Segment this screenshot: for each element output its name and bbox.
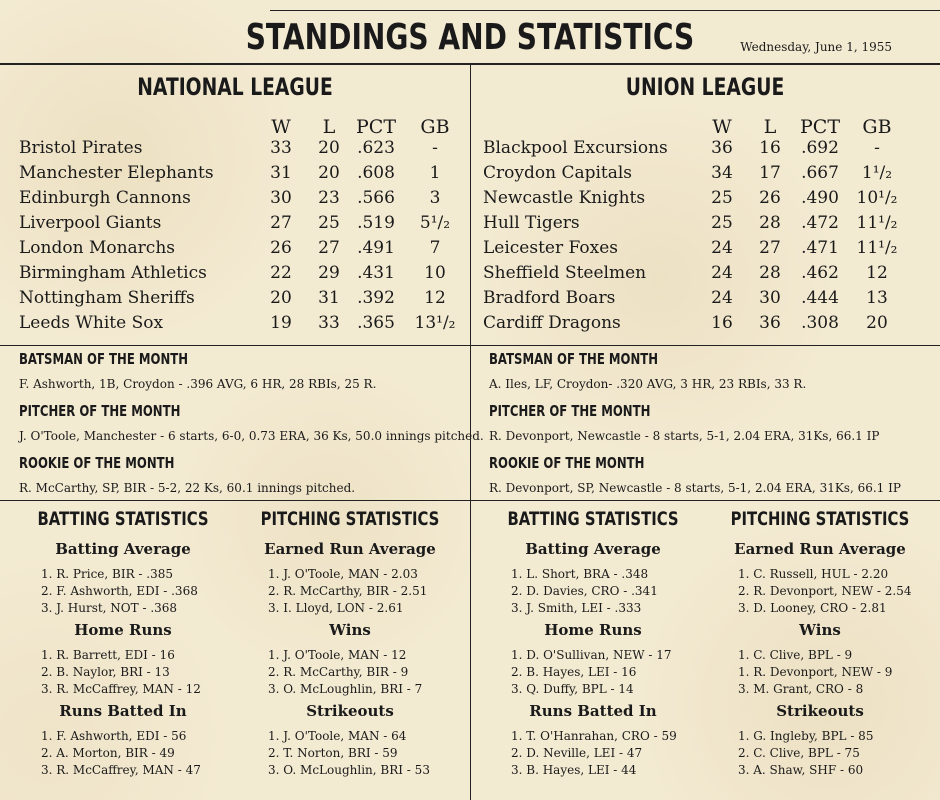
- leader-item: 1. T. O'Hanrahan, CRO - 59: [511, 729, 677, 743]
- leader-item: 3. J. Smith, LEI - .333: [511, 601, 642, 615]
- leader-item: 3. O. McLoughlin, BRI - 7: [268, 682, 423, 696]
- team-pct: .471: [801, 238, 839, 258]
- team-gb: -: [432, 138, 438, 158]
- team-pct: .472: [801, 213, 839, 233]
- team-name: Edinburgh Cannons: [19, 188, 191, 208]
- leader-item: 1. C. Clive, BPL - 9: [738, 648, 853, 662]
- team-row: [19, 236, 459, 261]
- pitching-stats-title: PITCHING STATISTICS: [260, 508, 440, 530]
- leader-item: 2. A. Morton, BIR - 49: [41, 746, 175, 760]
- batting-stats-title: BATTING STATISTICS: [37, 508, 209, 530]
- team-name: Croydon Capitals: [483, 163, 633, 183]
- team-l: 27: [318, 238, 340, 258]
- award-title: PITCHER OF THE MONTH: [489, 402, 651, 420]
- national-league-title: NATIONAL LEAGUE: [137, 73, 333, 101]
- leader-item: 1. C. Russell, HUL - 2.20: [738, 567, 889, 581]
- leader-item: 3. B. Hayes, LEI - 44: [511, 763, 637, 777]
- team-gb: 13¹/₂: [414, 313, 456, 333]
- team-l: 36: [759, 313, 781, 333]
- leader-item: 1. F. Ashworth, EDI - 56: [41, 729, 187, 743]
- leader-item: 1. J. O'Toole, MAN - 64: [268, 729, 407, 743]
- leader-item: 3. J. Hurst, NOT - .368: [41, 601, 178, 615]
- team-w: 20: [270, 288, 292, 308]
- leader-item: 1. G. Ingleby, BPL - 85: [738, 729, 874, 743]
- leader-item: 2. B. Hayes, LEI - 16: [511, 665, 637, 679]
- team-row: [19, 286, 459, 311]
- leader-item: 1. R. Devonport, NEW - 9: [738, 665, 893, 679]
- team-l: 28: [759, 263, 781, 283]
- team-l: 27: [759, 238, 781, 258]
- team-l: 16: [759, 138, 781, 158]
- team-row: [483, 261, 923, 286]
- award-text: R. Devonport, SP, Newcastle - 8 starts, 5-1, 2.04 ERA, 31Ks, 66.1 IP: [489, 481, 901, 495]
- leader-item: 2. R. McCarthy, BIR - 9: [268, 665, 409, 679]
- category-title: Strikeouts: [776, 702, 864, 720]
- leader-item: 1. J. O'Toole, MAN - 2.03: [268, 567, 418, 581]
- award-title: BATSMAN OF THE MONTH: [19, 350, 189, 368]
- leader-item: 3. R. McCaffrey, MAN - 12: [41, 682, 201, 696]
- team-name: Leicester Foxes: [483, 238, 618, 258]
- award-text: F. Ashworth, 1B, Croydon - .396 AVG, 6 HR, 28 RBIs, 25 R.: [19, 377, 377, 391]
- top-rule: [270, 10, 940, 11]
- leader-item: 3. R. McCaffrey, MAN - 47: [41, 763, 201, 777]
- team-name: Bristol Pirates: [19, 138, 143, 158]
- pitching-stats-title: PITCHING STATISTICS: [730, 508, 910, 530]
- team-row: [483, 286, 923, 311]
- team-w: 33: [270, 138, 292, 158]
- category-title: Strikeouts: [306, 702, 394, 720]
- team-row: [19, 261, 459, 286]
- category-title: Home Runs: [544, 621, 642, 639]
- leader-item: 3. Q. Duffy, BPL - 14: [511, 682, 634, 696]
- team-gb: 13: [866, 288, 888, 308]
- team-pct: .462: [801, 263, 839, 283]
- award-text: A. Iles, LF, Croydon- .320 AVG, 3 HR, 23 RBIs, 33 R.: [489, 377, 807, 391]
- standings-rule: [0, 345, 940, 346]
- category-title: Batting Average: [55, 540, 191, 558]
- team-name: London Monarchs: [19, 238, 175, 258]
- category-title: Runs Batted In: [59, 702, 187, 720]
- team-pct: .431: [357, 263, 395, 283]
- team-pct: .444: [801, 288, 839, 308]
- national-col-w: W: [271, 116, 291, 138]
- team-pct: .365: [357, 313, 395, 333]
- team-w: 26: [270, 238, 292, 258]
- team-w: 25: [711, 213, 733, 233]
- team-name: Manchester Elephants: [19, 163, 214, 183]
- union-col-w: W: [712, 116, 732, 138]
- team-row: [483, 186, 923, 211]
- team-name: Bradford Boars: [483, 288, 616, 308]
- team-gb: 1: [429, 163, 441, 183]
- award-title: BATSMAN OF THE MONTH: [489, 350, 659, 368]
- award-text: J. O'Toole, Manchester - 6 starts, 6-0, 0.73 ERA, 36 Ks, 50.0 innings pitched.: [19, 429, 484, 443]
- leader-item: 2. T. Norton, BRI - 59: [268, 746, 398, 760]
- leader-item: 1. R. Barrett, EDI - 16: [41, 648, 175, 662]
- team-name: Newcastle Knights: [483, 188, 646, 208]
- team-gb: 10¹/₂: [856, 188, 898, 208]
- team-row: [19, 211, 459, 236]
- page-date: Wednesday, June 1, 1955: [740, 40, 892, 54]
- team-row: [483, 311, 923, 336]
- leader-item: 2. R. McCarthy, BIR - 2.51: [268, 584, 428, 598]
- team-gb: 7: [429, 238, 441, 258]
- award-title: ROOKIE OF THE MONTH: [19, 454, 175, 472]
- team-gb: 3: [429, 188, 441, 208]
- category-title: Wins: [329, 621, 371, 639]
- union-col-pct: PCT: [800, 116, 840, 138]
- leader-item: 2. F. Ashworth, EDI - .368: [41, 584, 198, 598]
- team-l: 17: [759, 163, 781, 183]
- team-row: [483, 161, 923, 186]
- team-row: [483, 136, 923, 161]
- team-name: Cardiff Dragons: [483, 313, 621, 333]
- category-title: Home Runs: [74, 621, 172, 639]
- team-w: 24: [711, 238, 733, 258]
- union-col-l: L: [763, 116, 777, 138]
- team-name: Blackpool Excursions: [483, 138, 668, 158]
- national-col-l: L: [322, 116, 336, 138]
- leader-item: 3. M. Grant, CRO - 8: [738, 682, 864, 696]
- team-name: Birmingham Athletics: [19, 263, 207, 283]
- team-row: [483, 236, 923, 261]
- leader-item: 1. J. O'Toole, MAN - 12: [268, 648, 407, 662]
- team-row: [483, 211, 923, 236]
- leader-item: 3. D. Looney, CRO - 2.81: [738, 601, 887, 615]
- team-gb: -: [874, 138, 880, 158]
- team-row: [19, 186, 459, 211]
- leader-item: 1. R. Price, BIR - .385: [41, 567, 174, 581]
- team-pct: .490: [801, 188, 839, 208]
- team-gb: 12: [866, 263, 888, 283]
- award-title: PITCHER OF THE MONTH: [19, 402, 181, 420]
- team-w: 24: [711, 288, 733, 308]
- team-name: Leeds White Sox: [19, 313, 164, 333]
- awards-rule: [0, 500, 940, 501]
- team-l: 20: [318, 138, 340, 158]
- category-title: Earned Run Average: [734, 540, 906, 558]
- leader-item: 3. I. Lloyd, LON - 2.61: [268, 601, 404, 615]
- team-pct: .623: [357, 138, 395, 158]
- team-row: [19, 161, 459, 186]
- leader-item: 3. A. Shaw, SHF - 60: [738, 763, 864, 777]
- team-l: 26: [759, 188, 781, 208]
- page-title: STANDINGS AND STATISTICS: [245, 17, 695, 58]
- team-gb: 11¹/₂: [856, 213, 898, 233]
- leader-item: 2. C. Clive, BPL - 75: [738, 746, 860, 760]
- team-pct: .667: [801, 163, 839, 183]
- category-title: Runs Batted In: [529, 702, 657, 720]
- team-name: Sheffield Steelmen: [483, 263, 647, 283]
- national-col-pct: PCT: [356, 116, 396, 138]
- team-gb: 5¹/₂: [419, 213, 451, 233]
- union-league-title: UNION LEAGUE: [625, 73, 785, 101]
- team-l: 20: [318, 163, 340, 183]
- leader-item: 2. D. Neville, LEI - 47: [511, 746, 643, 760]
- team-row: [19, 311, 459, 336]
- team-w: 36: [711, 138, 733, 158]
- team-l: 29: [318, 263, 340, 283]
- team-w: 34: [711, 163, 733, 183]
- team-pct: .519: [357, 213, 395, 233]
- team-pct: .392: [357, 288, 395, 308]
- leader-item: 2. R. Devonport, NEW - 2.54: [738, 584, 912, 598]
- leader-item: 3. O. McLoughlin, BRI - 53: [268, 763, 430, 777]
- category-title: Earned Run Average: [264, 540, 436, 558]
- team-w: 24: [711, 263, 733, 283]
- team-pct: .491: [357, 238, 395, 258]
- team-name: Nottingham Sheriffs: [19, 288, 195, 308]
- award-text: R. Devonport, Newcastle - 8 starts, 5-1, 2.04 ERA, 31Ks, 66.1 IP: [489, 429, 880, 443]
- award-text: R. McCarthy, SP, BIR - 5-2, 22 Ks, 60.1 innings pitched.: [19, 481, 356, 495]
- leader-item: 2. B. Naylor, BRI - 13: [41, 665, 170, 679]
- team-row: [19, 136, 459, 161]
- team-w: 19: [270, 313, 292, 333]
- team-l: 30: [759, 288, 781, 308]
- team-w: 16: [711, 313, 733, 333]
- team-l: 23: [318, 188, 340, 208]
- team-w: 30: [270, 188, 292, 208]
- team-l: 33: [318, 313, 340, 333]
- team-w: 27: [270, 213, 292, 233]
- team-gb: 20: [866, 313, 888, 333]
- team-gb: 1¹/₂: [861, 163, 893, 183]
- team-w: 25: [711, 188, 733, 208]
- award-title: ROOKIE OF THE MONTH: [489, 454, 645, 472]
- team-w: 22: [270, 263, 292, 283]
- team-gb: 11¹/₂: [856, 238, 898, 258]
- team-gb: 12: [424, 288, 446, 308]
- batting-stats-title: BATTING STATISTICS: [507, 508, 679, 530]
- team-name: Hull Tigers: [483, 213, 580, 233]
- team-name: Liverpool Giants: [19, 213, 162, 233]
- team-l: 28: [759, 213, 781, 233]
- team-pct: .608: [357, 163, 395, 183]
- leader-item: 2. D. Davies, CRO - .341: [511, 584, 658, 598]
- category-title: Batting Average: [525, 540, 661, 558]
- leader-item: 1. L. Short, BRA - .348: [511, 567, 649, 581]
- leader-item: 1. D. O'Sullivan, NEW - 17: [511, 648, 672, 662]
- team-pct: .692: [801, 138, 839, 158]
- team-l: 25: [318, 213, 340, 233]
- team-w: 31: [270, 163, 292, 183]
- union-col-gb: GB: [862, 116, 892, 138]
- team-l: 31: [318, 288, 340, 308]
- team-pct: .566: [357, 188, 395, 208]
- national-col-gb: GB: [420, 116, 450, 138]
- team-gb: 10: [424, 263, 446, 283]
- category-title: Wins: [799, 621, 841, 639]
- team-pct: .308: [801, 313, 839, 333]
